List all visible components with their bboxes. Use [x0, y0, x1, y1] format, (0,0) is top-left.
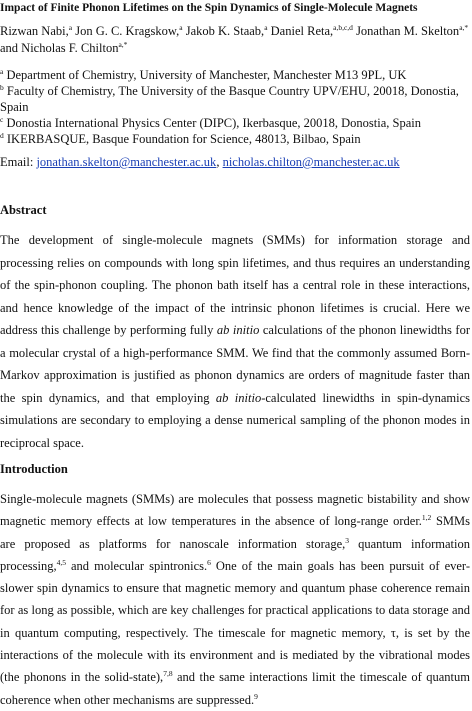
- author: Jonathan M. Skelton$^{a,*}$: [352, 22, 469, 38]
- abstract-text: The development of single-molecule magnets (SMMs) for information storage and processing relies on compounds with long spin lifetimes, and thus requires an understanding of the spin-phonon coupling. The phonon bath itself has a central role in these interactions, and hence knowledge of the impact of the intrinsic phonon lifetimes is crucial. Here we address this challenge by performing fully ab initio calculations of the phonon linewidths for a molecular crystal of a high-performance SMM. We find that the commonly assumed Born-Markov approximation is justified as phonon dynamics are orders of magnitude faster than the spin dynamics, and that employing ab initio-calculated linewidths in spin-dynamics simulations are secondary to employing a dense numerical sampling of the phonon modes in reciprocal space.: [0, 233, 470, 450]
- introduction-heading: Introduction: [0, 462, 68, 476]
- email-link-chilton[interactable]: nicholas.chilton@manchester.ac.uk: [222, 155, 400, 169]
- email-line: Email: jonathan.skelton@manchester.ac.uk, nicholas.chilton@manchester.ac.uk: [0, 155, 400, 169]
- author: Daniel Reta,$^{a,b,c,d}$: [267, 22, 353, 38]
- citation-ref[interactable]: 6: [207, 557, 211, 567]
- affiliation: $^d$ IKERBASQUE, Basque Foundation for Science, 48013, Bilbao, Spain: [0, 130, 361, 146]
- citation-ref[interactable]: 3: [345, 535, 350, 545]
- email-link-skelton[interactable]: jonathan.skelton@manchester.ac.uk: [36, 155, 217, 169]
- author-list: [0, 23, 470, 57]
- affiliation-list: [0, 67, 470, 147]
- abstract-heading: Abstract: [0, 203, 47, 217]
- affiliation: $^b$ Faculty of Chemistry, The University of the Basque Country UPV/EHU, 20018, Donostia, Spain: [0, 82, 459, 114]
- author: Rizwan Nabi,$^a$: [0, 22, 73, 38]
- author: Jon G. C. Kragskow,$^a$: [72, 22, 183, 38]
- paper-title: Impact of Finite Phonon Lifetimes on the Spin Dynamics of Single-Molecule Magnets: [0, 2, 418, 14]
- citation-ref[interactable]: 1,2: [421, 513, 432, 523]
- email-label: Email:: [0, 155, 37, 169]
- affiliation: $^c$ Donostia International Physics Center (DIPC), Ikerbasque, 20018, Donostia, Spain: [0, 114, 421, 130]
- affiliation: $^a$ Department of Chemistry, University of Manchester, Manchester M13 9PL, UK: [0, 66, 407, 82]
- author: and Nicholas F. Chilton$^{a,*}$: [0, 39, 128, 55]
- introduction-text: Single-molecule magnets (SMMs) are molecules that possess magnetic bistability and show magnetic memory effects at low temperatures in the absence of long-range order.$^{1,2}$ SMMs are proposed as platforms for nanoscale information storage,$^3$ quantum information processing,$^{4,5}$ and molecular spintronics.$^6$ One of the main goals has been pursuit of ever-slower spin dynamics to ensure that magnetic memory and quantum phase coherence remain for as long as possible, which are key challenges for practical applications to data storage and in quantum computing, respectively. The timescale for magnetic memory, τ, is set by the interactions of the molecule with its environment and is mediated by the vibrational modes (the phonons in the solid-state),$^{7,8}$ and the same interactions limit the timescale of quantum coherence when other mechanisms are suppressed.$^9$: [0, 492, 470, 707]
- citation-ref[interactable]: 7,8: [163, 669, 173, 679]
- citation-ref[interactable]: 9: [254, 691, 258, 701]
- citation-ref[interactable]: 4,5: [56, 557, 66, 567]
- author: Jakob K. Staab,$^a$: [182, 22, 268, 38]
